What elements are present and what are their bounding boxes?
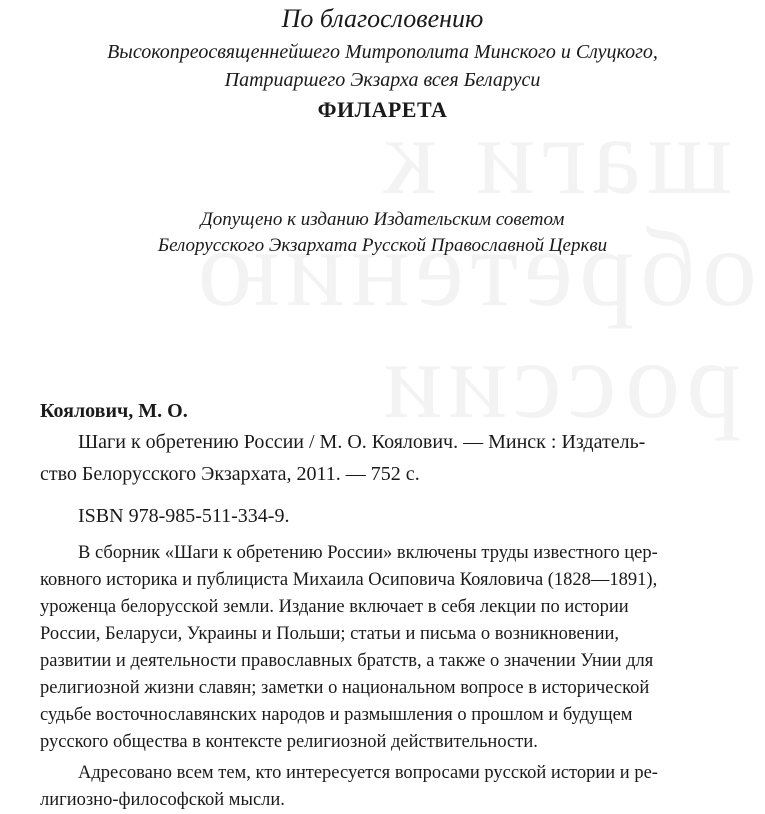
annotation-paragraph-2	[40, 760, 754, 814]
annotation-line: религиозной жизни славян; заметки о национальном вопросе в исторической	[40, 678, 650, 698]
biblio-line-1: Шаги к обретению России / М. О. Коялович. — Минск : Издатель-	[78, 431, 646, 453]
annotation-line: лигиозно-философской мысли.	[40, 790, 285, 810]
isbn: ISBN 978-985-511-334-9.	[78, 505, 290, 527]
author-heading: Коялович, М. О.	[40, 400, 188, 422]
approval-line-1: Допущено к изданию Издательским советом	[200, 209, 565, 230]
annotation-line: России, Беларуси, Украины и Польши; статьи и письма о возникновении,	[40, 624, 619, 644]
annotation-line: В сборник «Шаги к обретению России» включены труды известного цер-	[78, 543, 658, 563]
approval-line-2: Белорусского Экзархата Русской Православной Церкви	[157, 235, 608, 256]
blessing-name: ФИЛАРЕТА	[317, 97, 448, 122]
annotation-line: судьбе восточнославянских народов и размышления о прошлом и будущем	[40, 705, 633, 725]
annotation	[40, 540, 754, 814]
blessing-heading: По благословению	[281, 4, 484, 33]
biblio-line-2: ство Белорусского Экзархата, 2011. — 752 с.	[40, 463, 420, 485]
annotation-line: уроженца белорусской земли. Издание включает в себя лекции по истории	[40, 597, 629, 617]
annotation-line: русского общества в контексте религиозной действительности.	[40, 732, 538, 752]
blessing-line-2: Патриаршего Экзарха всея Беларуси	[224, 69, 541, 91]
bleed-through-title-graphic	[377, 100, 757, 436]
bibliographic-description	[40, 426, 754, 490]
annotation-line: развитии и деятельности православных братств, а также о значении Унии для	[40, 651, 654, 671]
annotation-line: Адресовано всем тем, кто интересуется вопросами русской истории и ре-	[78, 763, 658, 783]
blessing-line-1: Высокопреосвященнейшего Митрополита Минского и Слуцкого,	[107, 41, 658, 63]
annotation-line: ковного историка и публициста Михаила Осиповича Кояловича (1828—1891),	[40, 570, 658, 590]
